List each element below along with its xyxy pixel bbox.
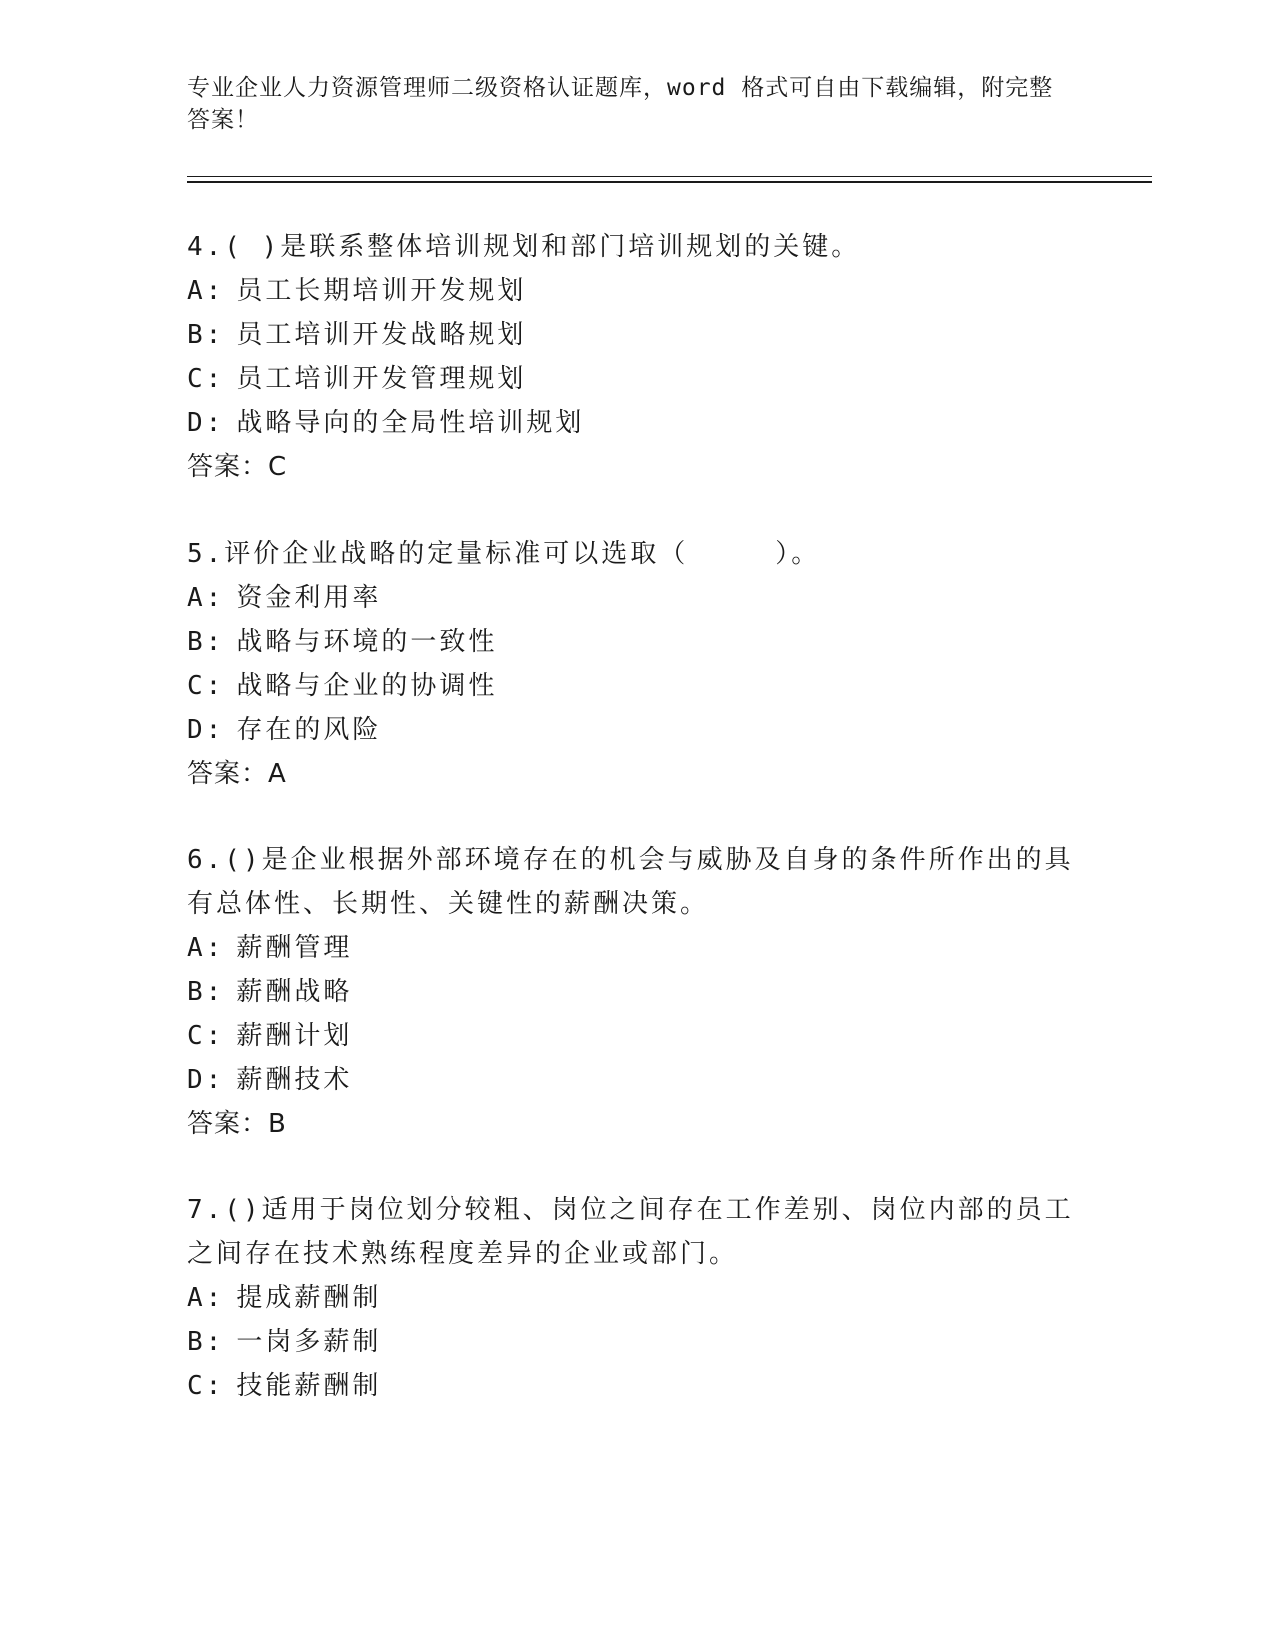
question-6-stem-line-2: 有总体性、长期性、关键性的薪酬决策。	[187, 889, 710, 919]
question-7-option-b	[187, 1325, 381, 1359]
document-header	[187, 72, 1087, 136]
header-divider-thin	[187, 176, 1152, 177]
option-key: C:	[187, 1021, 225, 1051]
question-6-option-b	[187, 975, 352, 1009]
option-text: 战略与企业的协调性	[236, 671, 498, 701]
option-key: B:	[187, 627, 225, 657]
question-5-option-d	[187, 713, 381, 747]
option-key: C:	[187, 364, 225, 394]
question-4-option-a	[187, 274, 526, 308]
question-6-answer: 答案：B	[187, 1109, 287, 1139]
question-5-option-b	[187, 625, 497, 659]
question-6-option-c	[187, 1019, 352, 1053]
option-text: 一岗多薪制	[236, 1327, 382, 1357]
option-key: C:	[187, 671, 225, 701]
option-key: B:	[187, 1327, 225, 1357]
option-text: 薪酬管理	[236, 933, 353, 963]
question-7-option-a	[187, 1281, 381, 1315]
option-text: 战略导向的全局性培训规划	[236, 408, 585, 438]
question-4-stem: 4.( )是联系整体培训规划和部门培训规划的关键。	[187, 232, 861, 262]
option-text: 员工长期培训开发规划	[236, 276, 527, 306]
option-text: 员工培训开发战略规划	[236, 320, 527, 350]
option-key: C:	[187, 1371, 225, 1401]
option-key: D:	[187, 408, 225, 438]
option-text: 薪酬战略	[236, 977, 353, 1007]
option-key: A:	[187, 276, 225, 306]
header-divider-thick	[187, 181, 1152, 183]
option-text: 资金利用率	[236, 583, 382, 613]
option-key: B:	[187, 977, 225, 1007]
option-text: 存在的风险	[236, 715, 382, 745]
option-text: 员工培训开发管理规划	[236, 364, 527, 394]
question-5-stem: 5.评价企业战略的定量标准可以选取（ ）。	[187, 539, 821, 569]
option-text: 技能薪酬制	[236, 1371, 382, 1401]
question-5-option-c	[187, 669, 497, 703]
option-key: D:	[187, 1065, 225, 1095]
question-4-option-b	[187, 318, 526, 352]
question-5-option-a	[187, 581, 381, 615]
question-4-option-c	[187, 362, 526, 396]
question-5-answer: 答案：A	[187, 759, 287, 789]
header-line-1: 专业企业人力资源管理师二级资格认证题库，word 格式可自由下载编辑，附完整	[187, 75, 1054, 101]
option-key: D:	[187, 715, 225, 745]
question-7-stem-line-2: 之间存在技术熟练程度差异的企业或部门。	[187, 1239, 739, 1269]
question-7-option-c	[187, 1369, 381, 1403]
option-key: B:	[187, 320, 225, 350]
option-text: 薪酬技术	[236, 1065, 353, 1095]
question-6-option-d	[187, 1063, 352, 1097]
option-text: 战略与环境的一致性	[236, 627, 498, 657]
option-text: 薪酬计划	[236, 1021, 353, 1051]
question-7-stem-line-1: 7.()适用于岗位划分较粗、岗位之间存在工作差别、岗位内部的员工	[187, 1195, 1074, 1225]
question-6-stem-line-1: 6.()是企业根据外部环境存在的机会与威胁及自身的条件所作出的具	[187, 845, 1074, 875]
option-key: A:	[187, 1283, 225, 1313]
option-key: A:	[187, 933, 225, 963]
question-4-option-d	[187, 406, 584, 440]
question-6-option-a	[187, 931, 352, 965]
header-line-2: 答案！	[187, 107, 259, 133]
question-4-answer: 答案：C	[187, 452, 288, 482]
option-text: 提成薪酬制	[236, 1283, 382, 1313]
option-key: A:	[187, 583, 225, 613]
